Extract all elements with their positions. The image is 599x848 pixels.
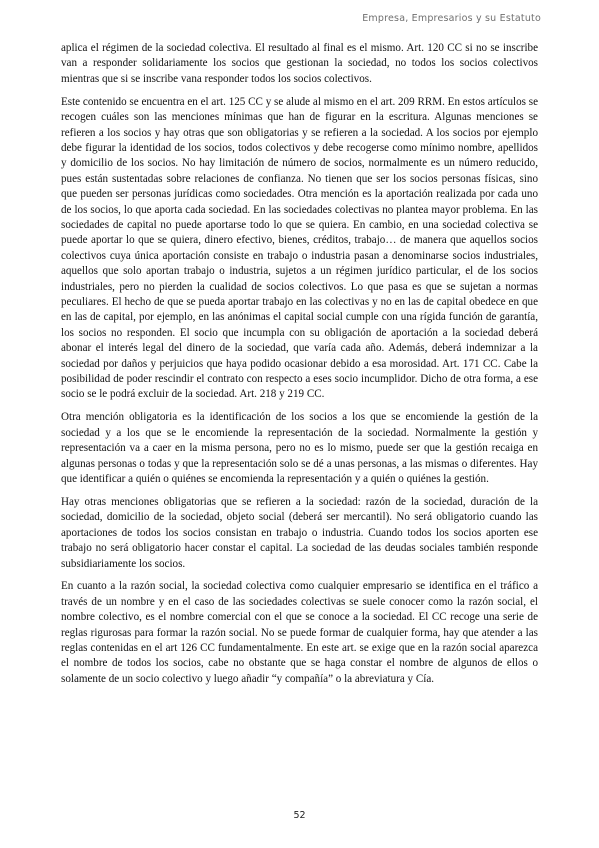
paragraph-2: Este contenido se encuentra en el art. 125 CC y se alude al mismo en el art. 209 RRM. En estos artículos se recogen cuáles son las menciones mínimas que han de figurar en la escritura. Algunas menciones se refieren a los socios y hay otras que son obligatorias y se refieren a la sociedad. A los socios por ejemplo debe figurar la identidad de los socios, todos colectivos y debe recogerse como mínimo nombre, apellidos y domicilio de los socios. No hay limitación de número de socios, normalmente es un número reducido, pues están sustentadas sobre relaciones de confianza. No tienen que ser los socios personas físicas, sino que pueden ser personas jurídicas como sociedades. Otra mención es la aportación realizada por cada uno de los socios, lo que aporta cada sociedad. En las sociedades colectivas no plantea mayor problema. En las sociedades de capital no puede aportarse todo lo que se quiera. En cambio, en una sociedad colectiva se puede aportar lo que se quiera, dinero efectivo, bienes, créditos, trabajo… de manera que aquellos socios colectivos cuya única aportación consiste en trabajo o industria pasan a denominarse socios industriales, aquellos que solo aportan trabajo o industria, sujetos a un régimen jurídico particular, el de los socios industriales, pero no pierden la cualidad de socios colectivos. Lo que pasa es que se sujetan a normas peculiares. El hecho de que se pueda aportar trabajo en las colectivas y no en las de capital obedece en que en las de capital, por ejemplo, en las anónimas el capital social cumple con una rígida función de garantía, los socios no responden. El socio que incumpla con su obligación de aportación a la sociedad deberá abonar el interés legal del dinero de la sociedad, que varía cada año. Además, deberá indemnizar a la sociedad por daños y perjuicios que haya podido ocasionar debido a esa morosidad. Art. 171 CC. Cabe la posibilidad de poder rescindir el contrato con respecto a eses socio incumplidor. Dicho de otra forma, a ese socio se le podrá excluir de la sociedad. Art. 218 y 219 CC. [61,95,538,401]
paragraph-1: aplica el régimen de la sociedad colectiva. El resultado al final es el mismo. Art. 120 CC si no se inscribe van a responder solidariamente los socios que gestionan la sociedad, no todos los socios colectivos mientras que si se inscribe vana responder todos los socios colectivos. [61,42,538,85]
page-number: 52 [293,810,306,821]
paragraph-3: Otra mención obligatoria es la identificación de los socios a los que se encomiende la gestión de la sociedad y a los que se le encomiende la representación de la sociedad. Normalmente la gestión y representación va a caer en la misma persona, pero no es lo mismo, puede ser que la gestión recaiga en algunas personas o todas y que la representación solo se dé a unas personas, a las mismas o diferentes. Hay que identificar a quién o quiénes se encomienda la representación y a quién o quiénes la gestión. [61,411,538,485]
running-header: Empresa, Empresarios y su Estatuto [362,13,541,24]
page-body [61,41,538,695]
paragraph-4: Hay otras menciones obligatorias que se refieren a la sociedad: razón de la sociedad, duración de la sociedad, domicilio de la sociedad, objeto social (deberá ser mercantil). No será obligatorio cuando las aportaciones de todos los socios consistan en trabajo o industria. Cuando todos los socios aporten ese trabajo no será obligatorio hacer constar el capital. La sociedad de las deudas sociales también responde subsidiariamente los socios. [61,495,538,570]
paragraph-5: En cuanto a la razón social, la sociedad colectiva como cualquier empresario se identifica en el tráfico a través de un nombre y en el caso de las sociedades colectivas se suele conocer como la razón social, el nombre colectivo, es el nombre comercial con el que se conoce a la sociedad. El CC recoge una serie de reglas rigurosas para formar la razón social. No se puede formar de cualquier forma, hay que atender a las reglas contenidas en el art 126 CC fundamentalmente. En este art. se exige que en la razón social aparezca el nombre de todos los socios, cabe no obstante que se haga constar el nombre de algunos de ellos o solamente de un socio colectivo y luego añadir “y compañía” o la abreviatura y Cía. [61,580,538,685]
